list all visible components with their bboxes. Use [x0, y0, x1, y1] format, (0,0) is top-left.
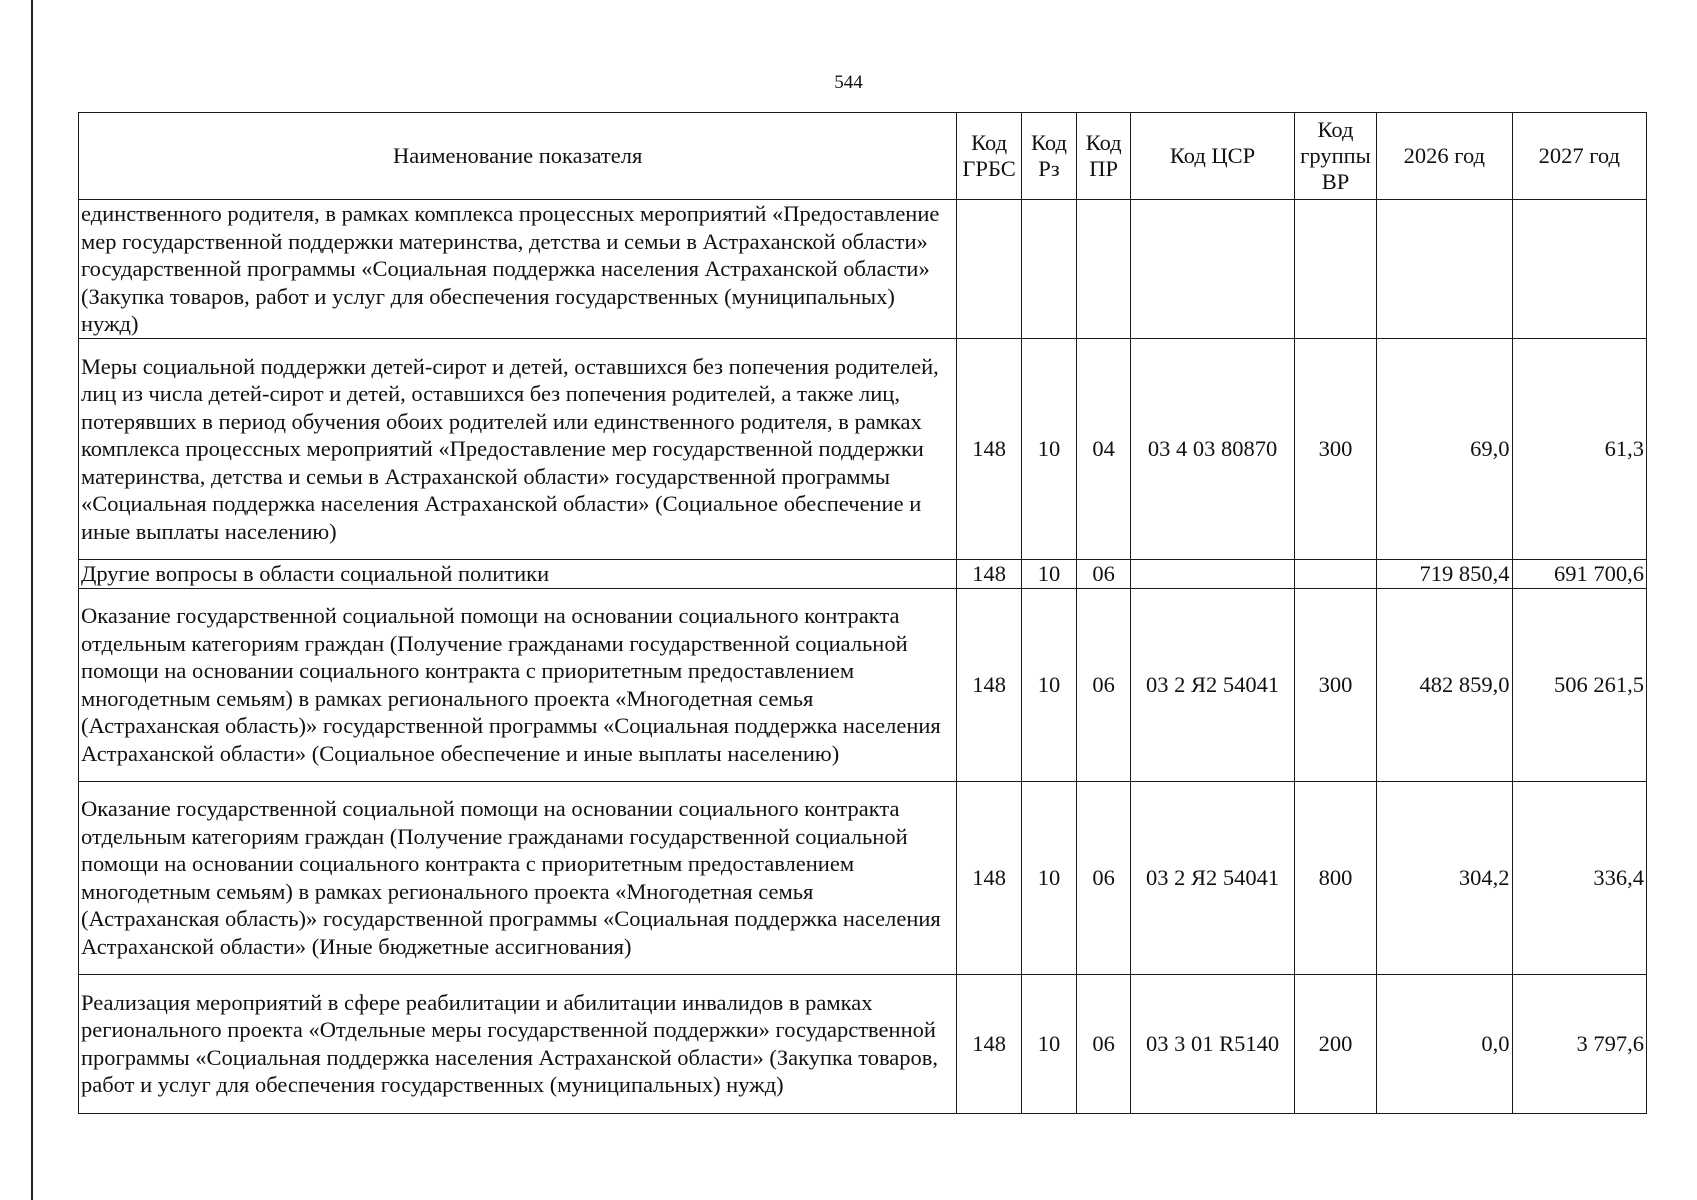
row-2027: 691 700,6: [1512, 560, 1646, 589]
row-csr: [1131, 560, 1295, 589]
row-2027: 336,4: [1512, 781, 1646, 974]
row-csr: 03 2 Я2 54041: [1131, 588, 1295, 781]
table-row: [79, 339, 1647, 560]
row-name: Другие вопросы в области социальной политики: [79, 560, 957, 589]
row-vr: [1294, 200, 1376, 339]
row-vr: 200: [1294, 974, 1376, 1113]
header-name: Наименование показателя: [79, 113, 957, 200]
header-2026: 2026 год: [1377, 113, 1512, 200]
table-header-row: [79, 113, 1647, 200]
row-pr: 06: [1077, 588, 1131, 781]
row-csr: 03 4 03 80870: [1131, 339, 1295, 560]
header-csr: Код ЦСР: [1131, 113, 1295, 200]
row-pr: 06: [1077, 974, 1131, 1113]
table-row: [79, 588, 1647, 781]
row-2027: 506 261,5: [1512, 588, 1646, 781]
header-vr: Код группы ВР: [1294, 113, 1376, 200]
row-grbs: [957, 200, 1022, 339]
row-grbs: 148: [957, 339, 1022, 560]
row-rz: 10: [1021, 588, 1076, 781]
row-name: Оказание государственной социальной помощи на основании социального контракта отдельным категориям граждан (Получение гражданами государственной социальной помощи на основании социального контракта с приоритетным предоставлением многодетным семьям) в рамках регионального проекта «Многодетная семья (Астраханская область)» государственной программы «Социальная поддержка населения Астраханской области» (Иные бюджетные ассигнования): [79, 781, 957, 974]
row-pr: [1077, 200, 1131, 339]
row-vr: 300: [1294, 339, 1376, 560]
row-2026: 0,0: [1377, 974, 1512, 1113]
table-row: [79, 560, 1647, 589]
row-rz: 10: [1021, 339, 1076, 560]
row-pr: 06: [1077, 560, 1131, 589]
row-2026: 69,0: [1377, 339, 1512, 560]
table-row: [79, 781, 1647, 974]
row-vr: 800: [1294, 781, 1376, 974]
row-grbs: 148: [957, 560, 1022, 589]
row-rz: 10: [1021, 560, 1076, 589]
row-2027: 61,3: [1512, 339, 1646, 560]
row-2026: 304,2: [1377, 781, 1512, 974]
table-row: [79, 200, 1647, 339]
row-name: Оказание государственной социальной помощи на основании социального контракта отдельным категориям граждан (Получение гражданами государственной социальной помощи на основании социального контракта с приоритетным предоставлением многодетным семьям) в рамках регионального проекта «Многодетная семья (Астраханская область)» государственной программы «Социальная поддержка населения Астраханской области» (Социальное обеспечение и иные выплаты населению): [79, 588, 957, 781]
row-csr: 03 2 Я2 54041: [1131, 781, 1295, 974]
row-2027: 3 797,6: [1512, 974, 1646, 1113]
row-2026: 719 850,4: [1377, 560, 1512, 589]
row-name: единственного родителя, в рамках комплекса процессных мероприятий «Предоставление мер государственной поддержки материнства, детства и семьи в Астраханской области» государственной программы «Социальная поддержка населения Астраханской области» (Закупка товаров, работ и услуг для обеспечения государственных (муниципальных) нужд): [79, 200, 957, 339]
row-name: Реализация мероприятий в сфере реабилитации и абилитации инвалидов в рамках регионального проекта «Отдельные меры государственной поддержки» государственной программы «Социальная поддержка населения Астраханской области» (Закупка товаров, работ и услуг для обеспечения государственных (муниципальных) нужд): [79, 974, 957, 1113]
row-grbs: 148: [957, 588, 1022, 781]
row-grbs: 148: [957, 974, 1022, 1113]
binding-margin-line: [31, 0, 33, 1200]
header-2027: 2027 год: [1512, 113, 1646, 200]
row-pr: 04: [1077, 339, 1131, 560]
row-rz: 10: [1021, 974, 1076, 1113]
row-vr: [1294, 560, 1376, 589]
row-pr: 06: [1077, 781, 1131, 974]
row-2026: 482 859,0: [1377, 588, 1512, 781]
row-rz: 10: [1021, 781, 1076, 974]
header-rz: Код Рз: [1021, 113, 1076, 200]
header-pr: Код ПР: [1077, 113, 1131, 200]
header-grbs: Код ГРБС: [957, 113, 1022, 200]
row-grbs: 148: [957, 781, 1022, 974]
row-rz: [1021, 200, 1076, 339]
table-row: [79, 974, 1647, 1113]
page-number: 544: [834, 72, 863, 93]
row-name: Меры социальной поддержки детей-сирот и детей, оставшихся без попечения родителей, лиц из числа детей-сирот и детей, оставшихся без попечения родителей, а также лиц, потерявших в период обучения обоих родителей или единственного родителя, в рамках комплекса процессных мероприятий «Предоставление мер государственной поддержки материнства, детства и семьи в Астраханской области» государственной программы «Социальная поддержка населения Астраханской области» (Социальное обеспечение и иные выплаты населению): [79, 339, 957, 560]
row-csr: 03 3 01 R5140: [1131, 974, 1295, 1113]
row-csr: [1131, 200, 1295, 339]
budget-table: [78, 112, 1647, 1114]
row-2027: [1512, 200, 1646, 339]
row-vr: 300: [1294, 588, 1376, 781]
row-2026: [1377, 200, 1512, 339]
